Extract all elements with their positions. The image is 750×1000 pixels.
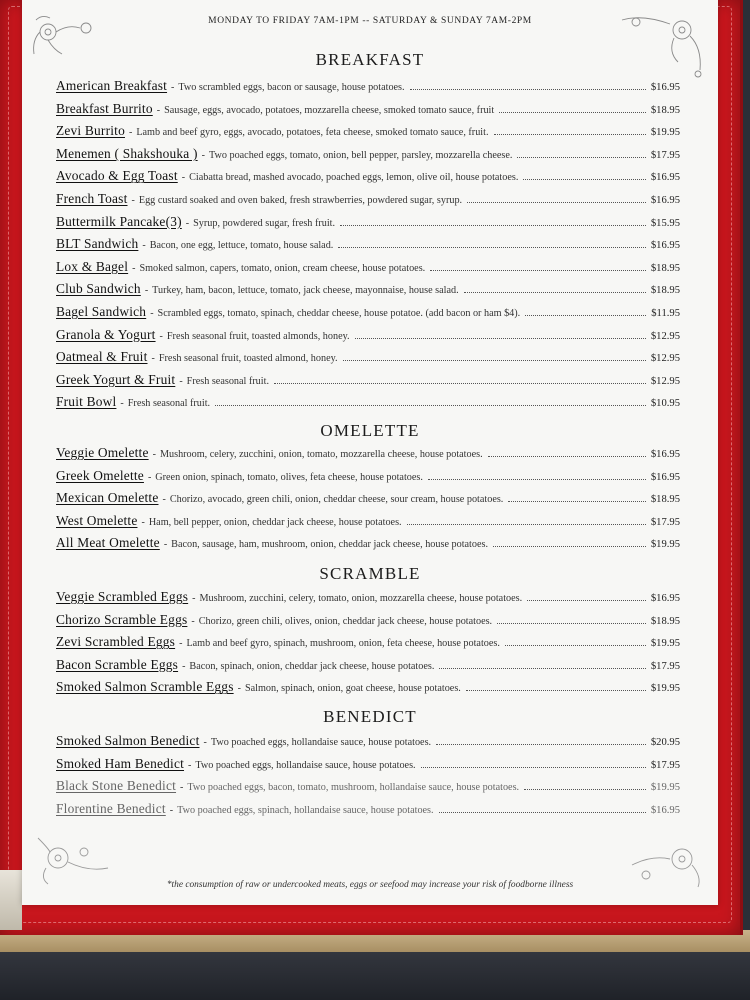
menu-item-description: Lamb and beef gyro, spinach, mushroom, onion, feta cheese, house potatoes. — [186, 638, 500, 650]
menu-item-price: $19.95 — [650, 638, 680, 650]
menu-item-price: $19.95 — [650, 539, 680, 551]
menu-item-price: $17.95 — [650, 149, 680, 161]
dot-leader — [439, 660, 645, 669]
menu-item-row — [56, 778, 680, 798]
name-separator: - — [179, 375, 183, 387]
menu-item-name: Mexican Omelette — [56, 490, 159, 506]
menu-item-price: $15.95 — [650, 217, 680, 229]
dot-leader — [467, 194, 646, 203]
name-separator: - — [181, 172, 186, 184]
menu-item-name: Menemen ( Shakshouka ) — [56, 145, 198, 161]
dot-leader — [527, 592, 646, 601]
name-separator: - — [151, 353, 155, 365]
name-separator: - — [163, 539, 168, 551]
name-separator: - — [156, 104, 161, 116]
menu-item-name: Bagel Sandwich — [56, 304, 147, 319]
menu-item-description: Ciabatta bread, mashed avocado, poached eggs, lemon, olive oil, house potatoes. — [189, 172, 519, 184]
menu-item-name: Veggie Omelette — [56, 445, 149, 460]
menu-item-row — [56, 679, 680, 699]
menu-item-name: Black Stone Benedict — [56, 778, 177, 794]
menu-item-name: Smoked Salmon Scramble Eggs — [56, 679, 234, 695]
menu-item-description: Smoked salmon, capers, tomato, onion, cream cheese, house potatoes. — [139, 262, 426, 274]
dot-leader — [343, 352, 646, 361]
menu-item-price: $18.95 — [650, 262, 680, 274]
dot-leader — [494, 126, 646, 135]
menu-item-description: Scrambled eggs, tomato, spinach, cheddar cheese, house potatoe. (add bacon or ham $4). — [157, 308, 521, 319]
menu-item-description: Two poached eggs, hollandaise sauce, house potatoes. — [210, 737, 432, 748]
menu-item-price: $12.95 — [650, 330, 680, 342]
menu-item-price: $17.95 — [650, 759, 680, 771]
menu-item-row — [56, 445, 680, 465]
menu-item-name: West Omelette — [56, 512, 138, 528]
name-separator: - — [144, 285, 149, 297]
name-separator: - — [201, 149, 205, 161]
menu-item-price: $18.95 — [650, 494, 680, 506]
menu-item-description: Egg custard soaked and oven baked, fresh strawberries, powdered sugar, syrup. — [138, 195, 463, 206]
menu-item-row — [56, 801, 680, 821]
menu-item-price: $10.95 — [650, 398, 680, 410]
name-separator: - — [192, 593, 196, 604]
name-separator: - — [152, 449, 156, 460]
menu-item-name: Club Sandwich — [56, 281, 141, 297]
menu-item-description: Fresh seasonal fruit. — [127, 398, 211, 410]
menu-item-price: $18.95 — [650, 615, 680, 627]
menu-item-price: $16.95 — [650, 804, 680, 816]
menu-item-row — [56, 733, 680, 753]
menu-item-price: $20.95 — [650, 737, 680, 748]
dot-leader — [436, 736, 646, 745]
menu-item-description: Syrup, powdered sugar, fresh fruit. — [193, 217, 336, 229]
dot-leader — [439, 804, 646, 813]
menu-item-price: $18.95 — [650, 104, 680, 116]
name-separator: - — [128, 127, 133, 139]
menu-item-name: Breakfast Burrito — [56, 100, 153, 116]
menu-item-price: $17.95 — [650, 660, 680, 672]
menu-item-row — [56, 490, 680, 510]
menu-item-name: Florentine Benedict — [56, 800, 166, 816]
section-title-breakfast: BREAKFAST — [315, 50, 425, 69]
menu-item-name: Avocado & Egg Toast — [56, 168, 178, 184]
floral-ornament-icon — [612, 8, 712, 83]
dot-leader — [464, 284, 646, 293]
menu-item-row — [56, 657, 680, 677]
menu-item-name: Bacon Scramble Eggs — [56, 656, 179, 672]
name-separator: - — [169, 804, 174, 816]
menu-item-row — [56, 327, 680, 347]
opening-hours: MONDAY TO FRIDAY 7AM-1PM -- SATURDAY & SUNDAY 7AM-2PM — [208, 16, 532, 26]
name-separator: - — [150, 308, 154, 319]
menu-item-row — [56, 78, 680, 98]
menu-item-row — [56, 259, 680, 279]
section-title-scramble: SCRAMBLE — [319, 564, 421, 583]
dot-leader — [497, 615, 646, 624]
dot-leader — [407, 516, 646, 525]
name-separator: - — [237, 683, 241, 695]
menu-item-price: $16.95 — [650, 82, 680, 93]
menu-item-name: Smoked Salmon Benedict — [56, 733, 200, 748]
menu-item-row — [56, 589, 680, 609]
menu-item-description: Sausage, eggs, avocado, potatoes, mozzarella cheese, smoked tomato sauce, fruit — [164, 104, 495, 116]
menu-item-price: $12.95 — [650, 353, 680, 365]
menu-item-description: Two poached eggs, tomato, onion, bell pepper, parsley, mozzarella cheese. — [208, 149, 513, 161]
menu-item-name: Greek Omelette — [56, 467, 144, 483]
menu-item-price: $16.95 — [650, 449, 680, 460]
menu-item-price: $17.95 — [650, 516, 680, 528]
menu-item-name: Zevi Scrambled Eggs — [56, 634, 176, 650]
dot-leader — [525, 307, 646, 316]
menu-item-description: Bacon, one egg, lettuce, tomato, house salad. — [149, 240, 334, 252]
menu-item-price: $18.95 — [650, 285, 680, 297]
menu-item-description: Bacon, spinach, onion, cheddar jack cheese, house potatoes. — [189, 660, 435, 672]
dot-leader — [523, 171, 645, 180]
menu-item-name: Greek Yogurt & Fruit — [56, 371, 176, 387]
menu-item-row — [56, 612, 680, 632]
name-separator: - — [191, 615, 195, 627]
name-separator: - — [120, 398, 124, 410]
menu-item-description: Turkey, ham, bacon, lettuce, tomato, jack cheese, mayonnaise, house salad. — [152, 285, 459, 297]
menu-item-price: $19.95 — [650, 127, 680, 139]
section-title-omelette: OMELETTE — [320, 421, 420, 440]
menu-item-row — [56, 634, 680, 654]
name-separator: - — [159, 330, 163, 342]
menu-item-description: Bacon, sausage, ham, mushroom, onion, cheddar jack cheese, house potatoes. — [171, 539, 489, 551]
dot-leader — [466, 682, 646, 691]
menu-item-description: Green onion, spinach, tomato, olives, feta cheese, house potatoes. — [155, 471, 423, 483]
name-separator: - — [180, 782, 184, 794]
menu-item-row — [56, 394, 680, 414]
name-separator: - — [162, 494, 166, 506]
name-separator: - — [185, 217, 190, 229]
menu-item-row — [56, 281, 680, 301]
dot-leader — [421, 759, 646, 768]
dot-leader — [493, 538, 646, 547]
dot-leader — [340, 217, 646, 226]
section-title-benedict: BENEDICT — [323, 707, 417, 726]
menu-item-description: Two poached eggs, bacon, tomato, mushroom, hollandaise sauce, house potatoes. — [187, 782, 520, 794]
menu-item-price: $16.95 — [650, 172, 680, 184]
name-separator: - — [132, 262, 136, 274]
menu-item-price: $19.95 — [650, 782, 680, 794]
menu-item-name: Chorizo Scramble Eggs — [56, 611, 188, 627]
dot-leader — [215, 397, 646, 406]
name-separator: - — [141, 516, 145, 528]
menu-item-description: Chorizo, avocado, green chili, onion, cheddar cheese, sour cream, house potatoes. — [169, 494, 504, 506]
menu-item-price: $16.95 — [650, 471, 680, 483]
dot-leader — [524, 781, 646, 790]
dot-leader — [430, 262, 646, 271]
menu-item-description: Fresh seasonal fruit, toasted almonds, honey. — [166, 330, 350, 342]
floral-ornament-icon — [28, 828, 118, 888]
menu-page — [22, 0, 718, 905]
dot-leader — [517, 149, 645, 158]
menu-item-row — [56, 756, 680, 776]
name-separator: - — [188, 759, 192, 771]
menu-item-name: Fruit Bowl — [56, 394, 117, 410]
menu-item-name: All Meat Omelette — [56, 535, 160, 551]
menu-item-name: Granola & Yogurt — [56, 326, 156, 342]
menu-item-row — [56, 101, 680, 121]
dot-leader — [499, 104, 646, 113]
menu-item-name: Veggie Scrambled Eggs — [56, 589, 189, 604]
menu-item-description: Two poached eggs, hollandaise sauce, house potatoes. — [195, 759, 416, 771]
menu-item-description: Fresh seasonal fruit. — [186, 375, 269, 387]
dot-leader — [508, 493, 646, 502]
menu-item-row — [56, 468, 680, 488]
menu-item-description: Two poached eggs, spinach, hollandaise sauce, house potatoes. — [177, 804, 434, 816]
menu-item-row — [56, 349, 680, 369]
menu-item-description: Chorizo, green chili, olives, onion, cheddar jack cheese, house potatoes. — [198, 615, 493, 627]
dot-leader — [488, 448, 646, 457]
dot-leader — [410, 81, 646, 90]
menu-item-price: $16.95 — [650, 195, 680, 206]
menu-item-row — [56, 236, 680, 256]
menu-item-description: Ham, bell pepper, onion, cheddar jack cheese, house potatoes. — [148, 516, 402, 528]
binder-clip — [0, 870, 22, 930]
menu-item-price: $11.95 — [651, 308, 680, 319]
name-separator: - — [147, 471, 152, 483]
dot-leader — [274, 375, 646, 384]
menu-item-name: BLT Sandwich — [56, 236, 139, 252]
menu-item-name: Lox & Bagel — [56, 258, 129, 274]
menu-item-name: Oatmeal & Fruit — [56, 349, 148, 365]
food-safety-footnote: *the consumption of raw or undercooked meats, eggs or seefood may increase your risk of foodborne illness — [166, 880, 574, 890]
menu-item-row — [56, 513, 680, 533]
menu-item-price: $19.95 — [650, 683, 680, 695]
menu-item-name: Zevi Burrito — [56, 123, 125, 139]
menu-item-name: Smoked Ham Benedict — [56, 755, 185, 771]
menu-item-description: Fresh seasonal fruit, toasted almond, honey. — [158, 353, 338, 365]
name-separator: - — [142, 240, 146, 252]
menu-item-price: $12.95 — [650, 375, 680, 387]
menu-item-name: Buttermilk Pancake(3) — [56, 213, 182, 229]
menu-item-price: $16.95 — [650, 240, 680, 252]
name-separator: - — [179, 638, 183, 650]
name-separator: - — [182, 660, 186, 672]
menu-item-description: Lamb and beef gyro, eggs, avocado, potatoes, feta cheese, smoked tomato sauce, fruit. — [136, 127, 489, 139]
menu-item-row — [56, 372, 680, 392]
name-separator: - — [171, 82, 175, 93]
name-separator: - — [131, 195, 135, 206]
menu-item-row — [56, 191, 680, 211]
dot-leader — [355, 330, 646, 339]
menu-item-row — [56, 535, 680, 555]
menu-item-row — [56, 214, 680, 234]
dot-leader — [338, 239, 646, 248]
menu-item-description: Two scrambled eggs, bacon or sausage, house potatoes. — [178, 82, 405, 93]
menu-item-row — [56, 123, 680, 143]
menu-item-row — [56, 168, 680, 188]
menu-item-row — [56, 304, 680, 324]
menu-item-description: Mushroom, celery, zucchini, onion, tomato, mozzarella cheese, house potatoes. — [159, 449, 483, 460]
menu-item-description: Salmon, spinach, onion, goat cheese, house potatoes. — [244, 683, 461, 695]
menu-item-name: American Breakfast — [56, 78, 168, 93]
menu-item-row — [56, 146, 680, 166]
dot-leader — [505, 637, 646, 646]
menu-item-description: Mushroom, zucchini, celery, tomato, onion, mozzarella cheese, house potatoes. — [199, 593, 523, 604]
name-separator: - — [203, 737, 207, 748]
menu-item-name: French Toast — [56, 191, 128, 206]
menu-item-price: $16.95 — [650, 593, 680, 604]
dot-leader — [428, 471, 646, 480]
